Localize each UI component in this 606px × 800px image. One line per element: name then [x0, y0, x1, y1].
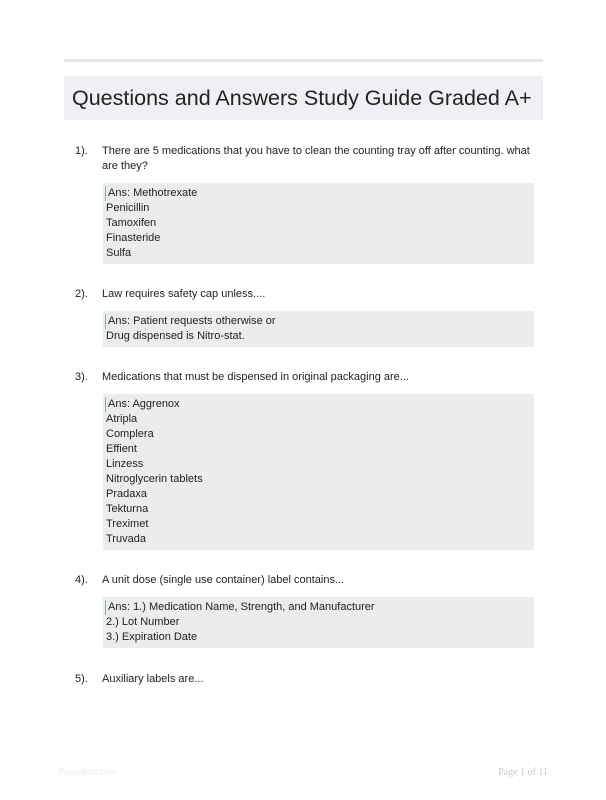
- answer-line: Ans: Patient requests otherwise or: [105, 314, 534, 329]
- answer-line: Ans: Aggrenox: [105, 397, 534, 412]
- question-text: Law requires safety cap unless....: [102, 288, 266, 300]
- answer-line: Ans: Methotrexate: [105, 186, 534, 201]
- answer-line: Truvada: [106, 533, 146, 545]
- page-number: Page 1 of 11: [498, 767, 548, 778]
- question-text: There are 5 medications that you have to clean the counting tray off after counting. what are they?: [102, 145, 530, 172]
- answer-box: [103, 311, 534, 347]
- answer-line: Ans: 1.) Medication Name, Strength, and Manufacturer: [105, 600, 534, 615]
- answer-line: Penicillin: [106, 202, 150, 214]
- answer-line: Sulfa: [106, 247, 132, 259]
- question-item-1: [75, 144, 545, 264]
- answer-line: Pradaxa: [106, 488, 147, 500]
- question-item-5: [75, 672, 545, 687]
- question-item-4: [75, 573, 545, 648]
- question-text: A unit dose (single use container) label contains...: [102, 574, 345, 586]
- question-number: 3).: [75, 371, 88, 383]
- page-title: Questions and Answers Study Guide Graded A+: [72, 85, 532, 110]
- question-number: 2).: [75, 288, 88, 300]
- answer-line: Tekturna: [106, 503, 149, 515]
- answer-line: 2.) Lot Number: [106, 616, 180, 628]
- answer-line: Tamoxifen: [106, 217, 157, 229]
- answer-line: Nitroglycerin tablets: [106, 473, 203, 485]
- answer-line: Finasteride: [106, 232, 161, 244]
- question-item-3: [75, 370, 545, 550]
- answer-box: [103, 394, 534, 550]
- question-number: 1).: [75, 145, 88, 157]
- question-number: 5).: [75, 673, 88, 685]
- top-rule: [64, 59, 543, 62]
- answer-line: Effient: [106, 443, 137, 455]
- answer-box: [103, 183, 534, 264]
- answer-line: Complera: [106, 428, 154, 440]
- title-banner: [64, 76, 543, 120]
- answer-line: Atripla: [106, 413, 138, 425]
- answer-line: Treximet: [106, 518, 149, 530]
- question-text: Auxiliary labels are...: [102, 673, 204, 685]
- question-text: Medications that must be dispensed in original packaging are...: [102, 371, 409, 383]
- footer-watermark: PaperBibl.com: [58, 767, 117, 777]
- answer-box: [103, 597, 534, 648]
- answer-line: Drug dispensed is Nitro-stat.: [106, 330, 245, 342]
- question-number: 4).: [75, 574, 88, 586]
- answer-line: Linzess: [106, 458, 144, 470]
- question-item-2: [75, 287, 545, 347]
- answer-line: 3.) Expiration Date: [106, 631, 198, 643]
